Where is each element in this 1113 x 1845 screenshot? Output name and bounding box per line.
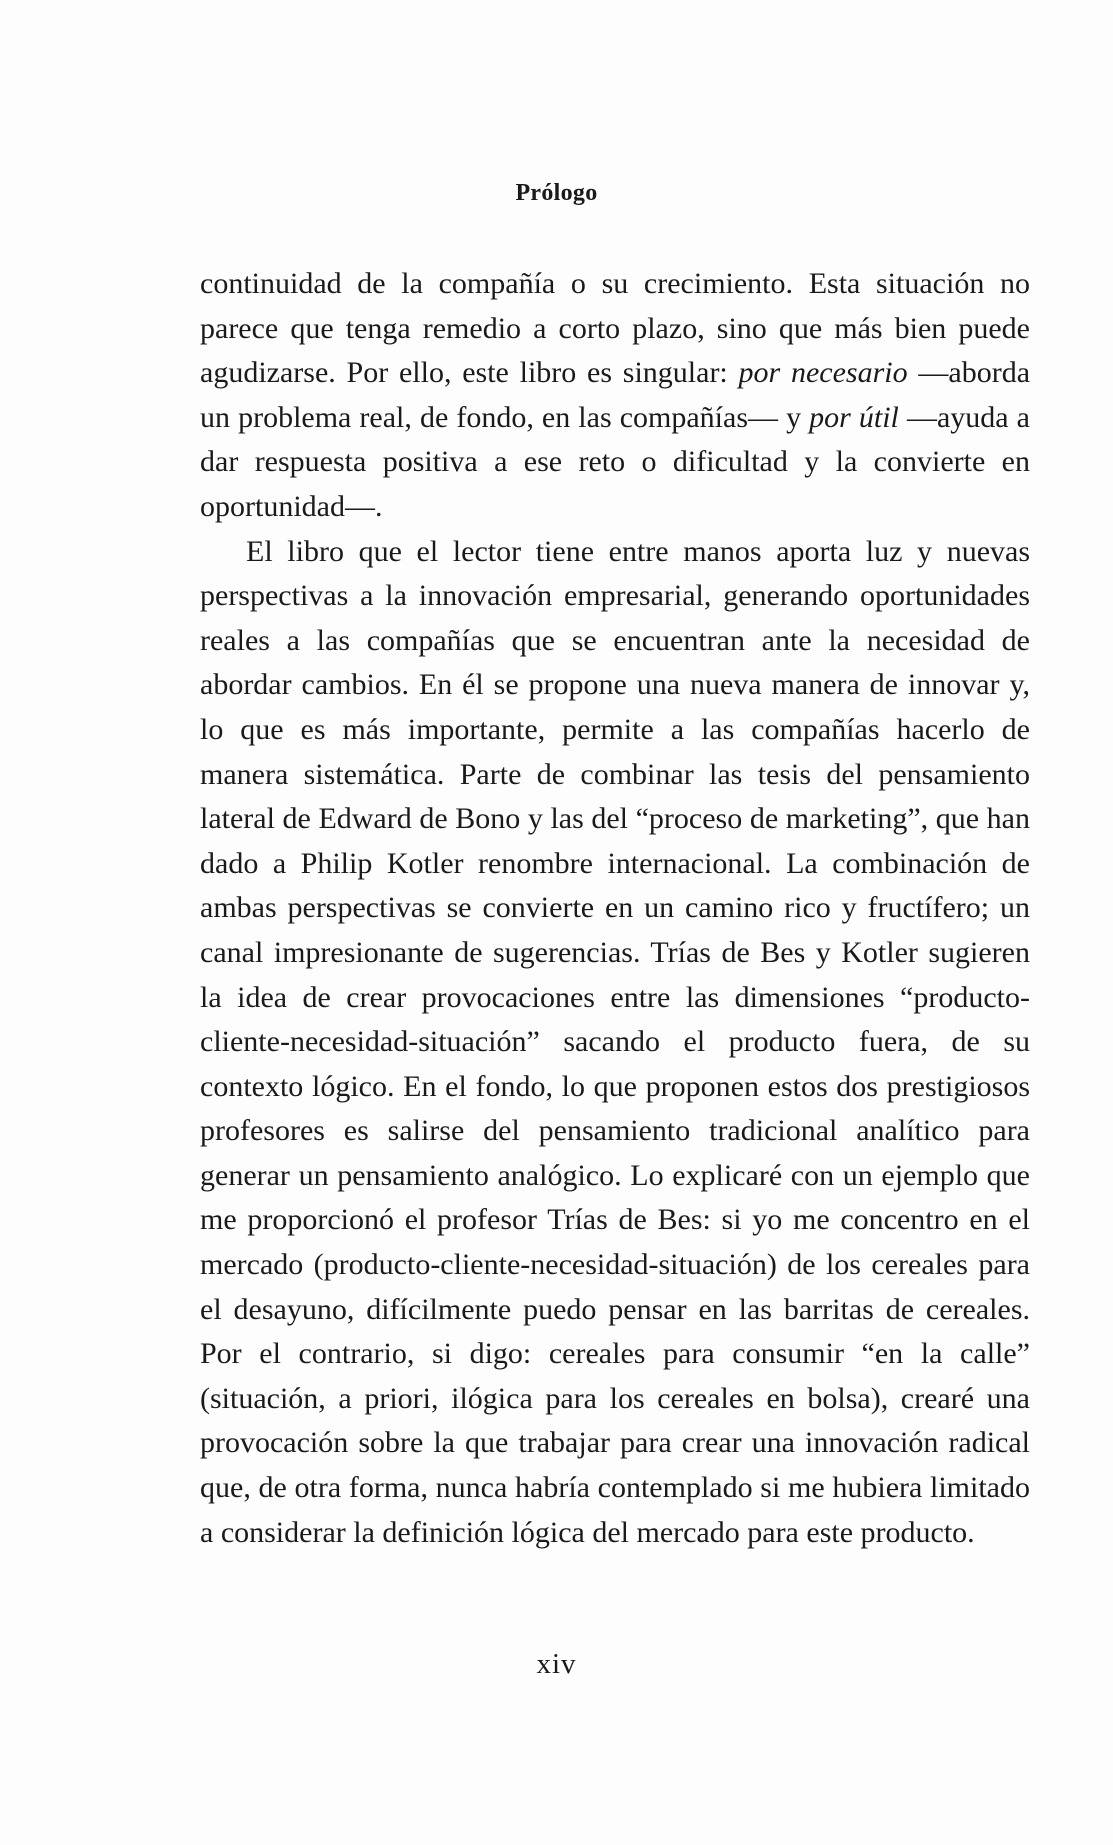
paragraph-1-italic-a: por necesario [738, 356, 908, 390]
paragraph-1-text-c: —ayuda a dar respuesta positiva a ese reto o dificultad y la convierte en oportunidad—. [200, 400, 1030, 523]
paragraph-1-text-b: —aborda un problema real, de fondo, en las compañías— y [200, 356, 1031, 434]
body-text [200, 262, 1030, 1555]
paragraph-1 [200, 262, 1030, 530]
paragraph-2: El libro que el lector tiene entre manos aporta luz y nuevas perspectivas a la innovación empresarial, generando oportunidades reales a las compañías que se encuentran ante la necesidad de abordar cambios. En él se propone una nueva manera de innovar y, lo que es más importante, permite a las compañías hacerlo de manera sistemática. Parte de combinar las tesis del pensamiento lateral de Edward de Bono y las del “proceso de marketing”, que han dado a Philip Kotler renombre internacional. La combinación de ambas perspectivas se convierte en un camino rico y fructífero; un canal impresionante de sugerencias. Trías de Bes y Kotler sugieren la idea de crear provocaciones entre las dimensiones “producto-cliente-necesidad-situación” sacando el producto fuera, de su contexto lógico. En el fondo, lo que proponen estos dos prestigiosos profesores es salirse del pensamiento tradicional analítico para generar un pensamiento analógico. Lo explicaré con un ejemplo que me proporcionó el profesor Trías de Bes: si yo me concentro en el mercado (producto-cliente-necesidad-situación) de los cereales para el desayuno, difícilmente puedo pensar en las barritas de cereales. Por el contrario, si digo: cereales para consumir “en la calle” (situación, a priori, ilógica para los cereales en bolsa), crearé una provocación sobre la que trabajar para crear una innovación radical que, de otra forma, nunca habría contemplado si me hubiera limitado a considerar la definición lógica del mercado para este producto. [200, 534, 1030, 1549]
running-head: Prólogo [515, 180, 598, 206]
paragraph-1-text-a: continuidad de la compañía o su crecimiento. Esta situación no parece que tenga remedio a corto plazo, sino que más bien puede agudizarse. Por ello, este libro es singular: [200, 267, 1030, 390]
paragraph-1-italic-b: por útil [809, 400, 899, 434]
page-number: xiv [536, 1648, 577, 1680]
